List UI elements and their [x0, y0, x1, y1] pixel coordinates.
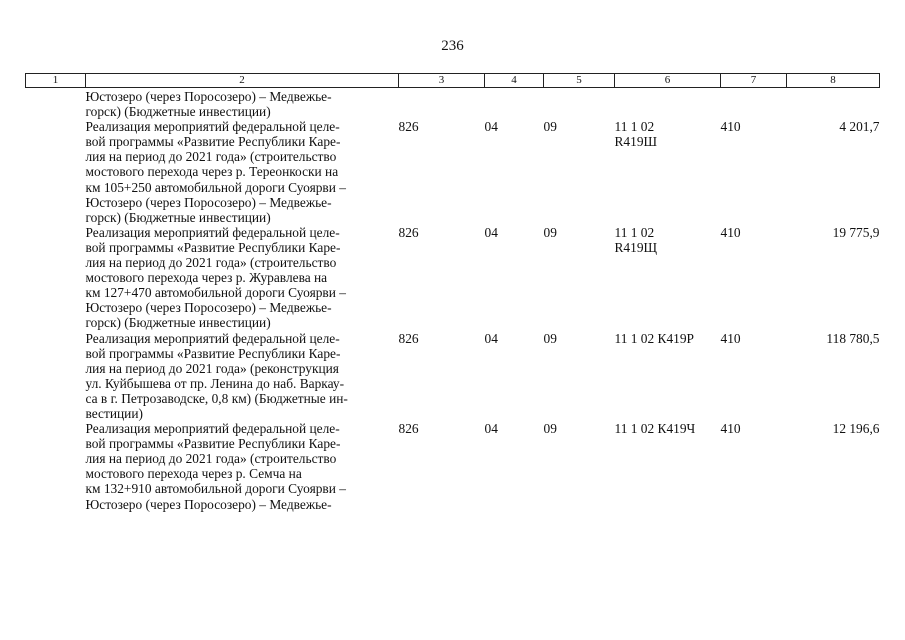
description-line: лия на период до 2021 года» (строительство: [85, 149, 337, 165]
budget-table: [25, 73, 880, 512]
subsection-code-cell: 09: [543, 119, 557, 135]
description-line: Юстозеро (через Поросозеро) – Медвежье-: [85, 496, 332, 512]
column-header: 6: [615, 74, 721, 88]
row-number-cell: [26, 421, 86, 512]
description-line: мостового перехода через р. Семча на: [85, 466, 302, 482]
admin-code-cell: 826: [398, 224, 419, 240]
description-line: вой программы «Развитие Республики Каре-: [85, 134, 341, 150]
description-line: вой программы «Развитие Республики Каре-: [85, 436, 341, 452]
target-article-line: R419Ш: [614, 134, 658, 150]
description-line: лия на период до 2021 года» (реконструкция: [85, 360, 339, 376]
amount-cell: 4 201,7: [839, 119, 880, 135]
column-header: 5: [544, 74, 615, 88]
description-line: вестиции): [85, 405, 143, 421]
target-article-line: 11 1 02 К419Р: [614, 330, 694, 346]
description-line: км 127+470 автомобильной дороги Суоярви –: [85, 285, 346, 301]
target-article-line: 11 1 02: [614, 224, 655, 240]
row-number-cell: [26, 331, 86, 422]
column-header: 3: [399, 74, 485, 88]
expense-type-cell: 410: [720, 224, 741, 240]
description-cell: [86, 88, 399, 120]
row-number-cell: [26, 225, 86, 331]
amount-cell: [787, 88, 880, 120]
row-number-cell: [26, 88, 86, 120]
description-line: ул. Куйбышева от пр. Ленина до наб. Варкау-: [85, 375, 345, 391]
target-article-cell: [615, 331, 721, 422]
column-header: 1: [26, 74, 86, 88]
description-line: вой программы «Развитие Республики Каре-: [85, 345, 341, 361]
amount-cell: 118 780,5: [826, 330, 880, 346]
description-line: лия на период до 2021 года» (строительство: [85, 451, 337, 467]
description-line: Юстозеро (через Поросозеро) – Медвежье-: [85, 300, 332, 316]
description-line: мостового перехода через р. Тереонкоски на: [85, 164, 339, 180]
subsection-code-cell: [544, 88, 615, 120]
admin-code-cell: 826: [398, 119, 419, 135]
admin-code-cell: 826: [398, 330, 419, 346]
subsection-code-cell: 09: [543, 224, 557, 240]
admin-code-cell: 826: [398, 421, 419, 437]
column-header: 2: [86, 74, 399, 88]
table-row: [26, 119, 880, 225]
table-body: [26, 88, 880, 512]
description-line: са в г. Петрозаводске, 0,8 км) (Бюджетные ин-: [85, 390, 348, 406]
column-number-row: [26, 74, 880, 88]
target-article-line: R419Щ: [614, 239, 658, 255]
amount-cell: 12 196,6: [832, 421, 880, 437]
description-line: горск) (Бюджетные инвестиции): [85, 315, 271, 331]
page-number: 236: [441, 38, 464, 54]
table-row: [26, 331, 880, 422]
description-cell: [86, 119, 399, 225]
row-number-cell: [26, 119, 86, 225]
section-code-cell: 04: [484, 119, 498, 135]
description-line: горск) (Бюджетные инвестиции): [85, 209, 271, 225]
amount-cell: 19 775,9: [832, 224, 880, 240]
description-line: Юстозеро (через Поросозеро) – Медвежье-: [85, 89, 332, 104]
section-code-cell: [485, 88, 544, 120]
table-row: [26, 88, 880, 120]
description-line: км 132+910 автомобильной дороги Суоярви –: [85, 481, 346, 497]
description-line: Реализация мероприятий федеральной целе-: [85, 421, 340, 437]
expense-type-cell: [721, 88, 787, 120]
description-line: горск) (Бюджетные инвестиции): [85, 104, 271, 120]
description-line: лия на период до 2021 года» (строительство: [85, 255, 337, 271]
expense-type-cell: 410: [720, 330, 741, 346]
subsection-code-cell: 09: [543, 421, 557, 437]
subsection-code-cell: 09: [543, 330, 557, 346]
target-article-cell: [615, 225, 721, 331]
expense-type-cell: 410: [720, 421, 741, 437]
target-article-line: 11 1 02: [614, 119, 655, 135]
description-line: Реализация мероприятий федеральной целе-: [85, 330, 340, 346]
target-article-cell: [615, 119, 721, 225]
description-cell: [86, 421, 399, 512]
description-line: мостового перехода через р. Журавлева на: [85, 270, 328, 286]
column-header: 7: [721, 74, 787, 88]
admin-code-cell: [399, 88, 485, 120]
target-article-line: 11 1 02 К419Ч: [614, 421, 696, 437]
target-article-cell: [615, 421, 721, 512]
description-line: Реализация мероприятий федеральной целе-: [85, 119, 340, 135]
section-code-cell: 04: [484, 224, 498, 240]
table-row: [26, 225, 880, 331]
description-line: Юстозеро (через Поросозеро) – Медвежье-: [85, 194, 332, 210]
expense-type-cell: 410: [720, 119, 741, 135]
description-line: км 105+250 автомобильной дороги Суоярви –: [85, 179, 346, 195]
column-header: 4: [485, 74, 544, 88]
description-cell: [86, 331, 399, 422]
table-row: [26, 421, 880, 512]
target-article-cell: [615, 88, 721, 120]
description-line: вой программы «Развитие Республики Каре-: [85, 239, 341, 255]
column-header: 8: [787, 74, 880, 88]
section-code-cell: 04: [484, 330, 498, 346]
section-code-cell: 04: [484, 421, 498, 437]
description-line: Реализация мероприятий федеральной целе-: [85, 224, 340, 240]
description-cell: [86, 225, 399, 331]
